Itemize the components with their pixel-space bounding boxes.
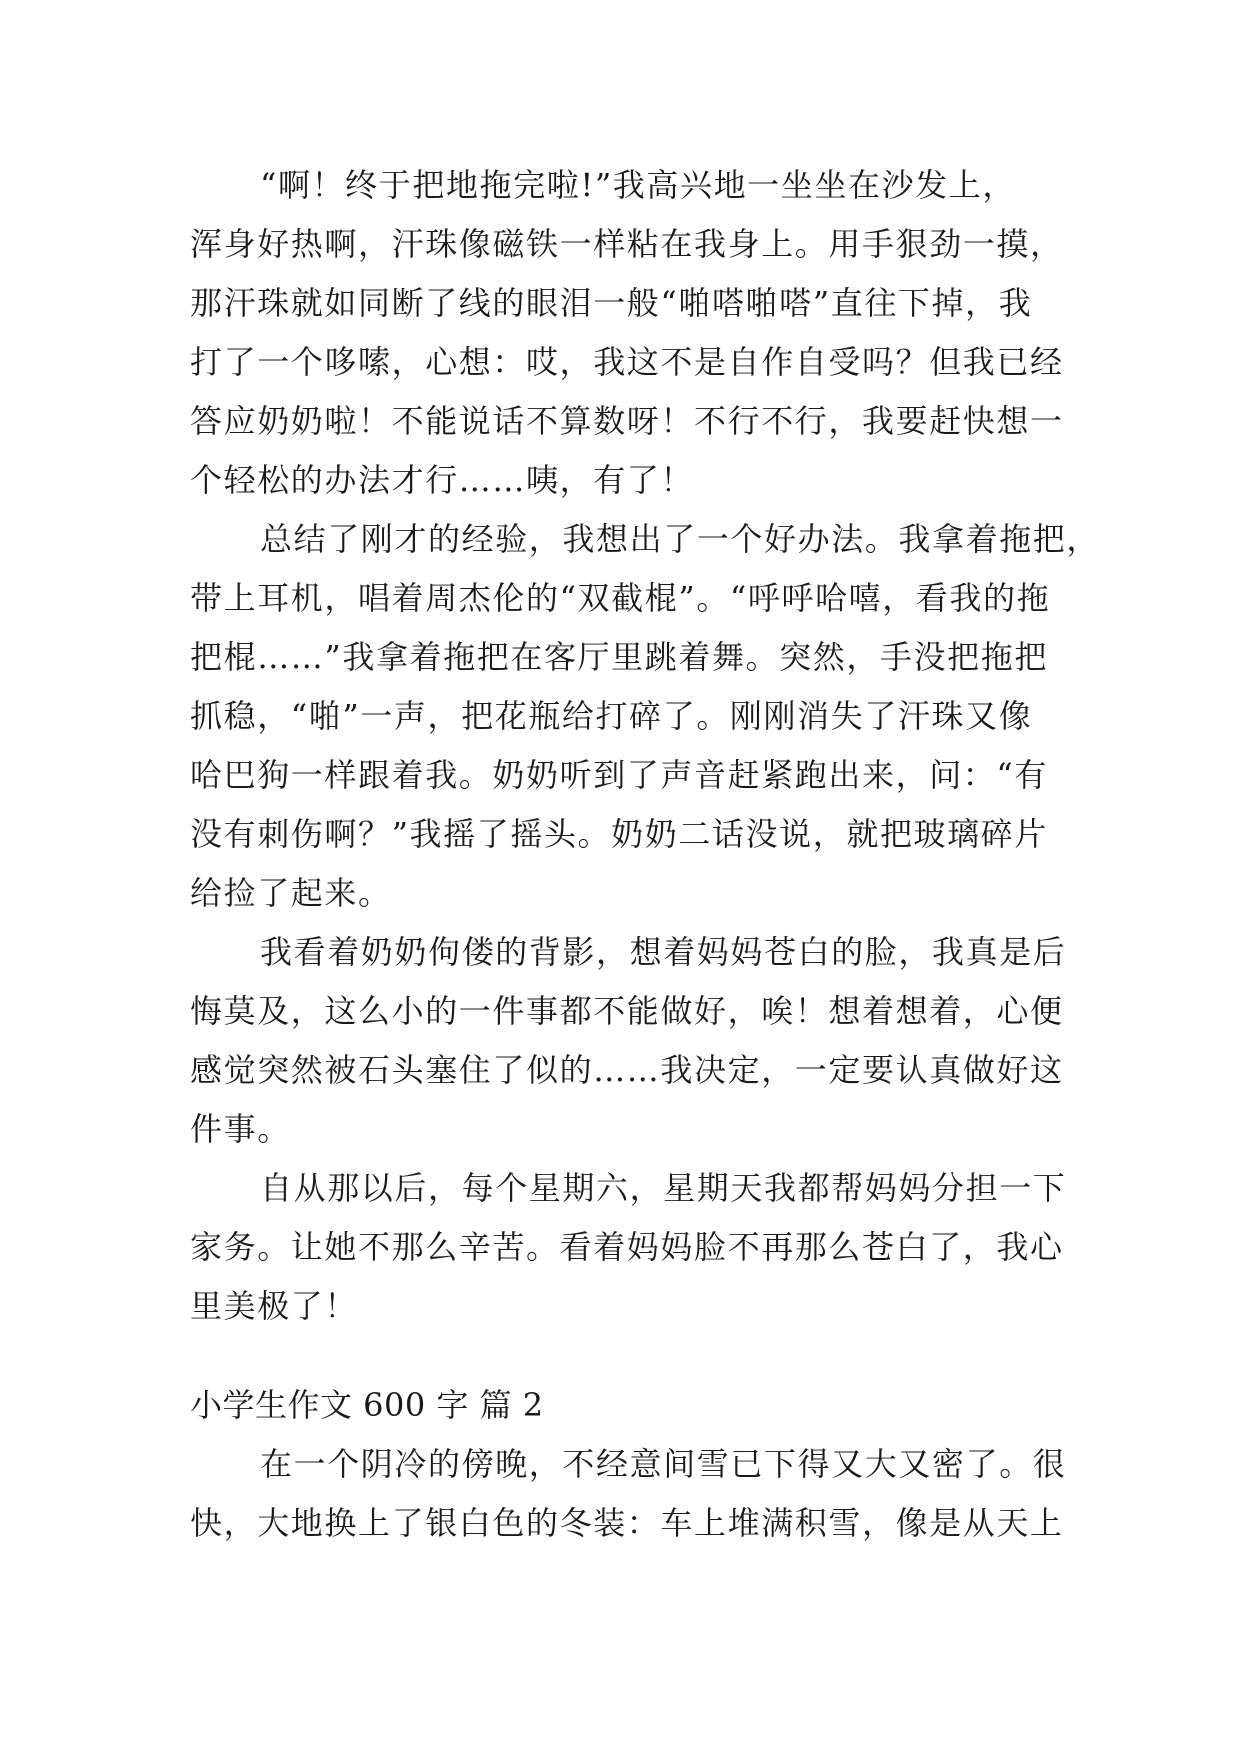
section-heading: 小学生作文 600 字 篇 2: [190, 1386, 544, 1424]
paragraph-line: “啊！终于把地拖完啦!”我高兴地一坐坐在沙发上，: [260, 166, 1016, 204]
paragraph-line: 那汗珠就如同断了线的眼泪一般“啪嗒啪嗒”直往下掉，我: [190, 284, 1033, 322]
paragraph-line: 在一个阴冷的傍晚，不经意间雪已下得又大又密了。很: [260, 1445, 1067, 1483]
paragraph-line: 答应奶奶啦！不能说话不算数呀！不行不行，我要赶快想一: [190, 402, 1064, 440]
paragraph-line: 悔莫及，这么小的一件事都不能做好，唉！想着想着，心便: [190, 992, 1064, 1030]
paragraph-line: 个轻松的办法才行……咦，有了！: [190, 461, 695, 499]
paragraph-line: 把棍……”我拿着拖把在客厅里跳着舞。突然，手没把拖把: [190, 638, 1048, 676]
paragraph-line: 我看着奶奶佝偻的背影，想着妈妈苍白的脸，我真是后: [260, 933, 1067, 971]
paragraph-line: 里美极了！: [190, 1287, 359, 1325]
paragraph-line: 带上耳机，唱着周杰伦的“双截棍”。“呼呼哈嘻，看我的拖: [190, 579, 1051, 617]
paragraph-line: 自从那以后，每个星期六，星期天我都帮妈妈分担一下: [260, 1169, 1067, 1207]
paragraph-line: 给捡了起来。: [190, 874, 392, 912]
paragraph-line: 家务。让她不那么辛苦。看着妈妈脸不再那么苍白了，我心: [190, 1228, 1064, 1266]
paragraph-line: 总结了刚才的经验，我想出了一个好办法。我拿着拖把，: [260, 520, 1101, 558]
paragraph-line: 感觉突然被石头塞住了似的……我决定，一定要认真做好这: [190, 1051, 1064, 1089]
paragraph-line: 快，大地换上了银白色的冬装：车上堆满积雪，像是从天上: [190, 1504, 1064, 1542]
paragraph-line: 件事。: [190, 1110, 291, 1148]
paragraph-line: 浑身好热啊，汗珠像磁铁一样粘在我身上。用手狠劲一摸，: [190, 225, 1064, 263]
paragraph-line: 抓稳，“啪”一声，把花瓶给打碎了。刚刚消失了汗珠又像: [190, 697, 1033, 735]
paragraph-line: 打了一个哆嗦，心想：哎，我这不是自作自受吗？但我已经: [190, 343, 1064, 381]
paragraph-line: 哈巴狗一样跟着我。奶奶听到了声音赶紧跑出来，问：“有: [190, 756, 1048, 794]
paragraph-line: 没有刺伤啊？”我摇了摇头。奶奶二话没说，就把玻璃碎片: [190, 815, 1048, 853]
